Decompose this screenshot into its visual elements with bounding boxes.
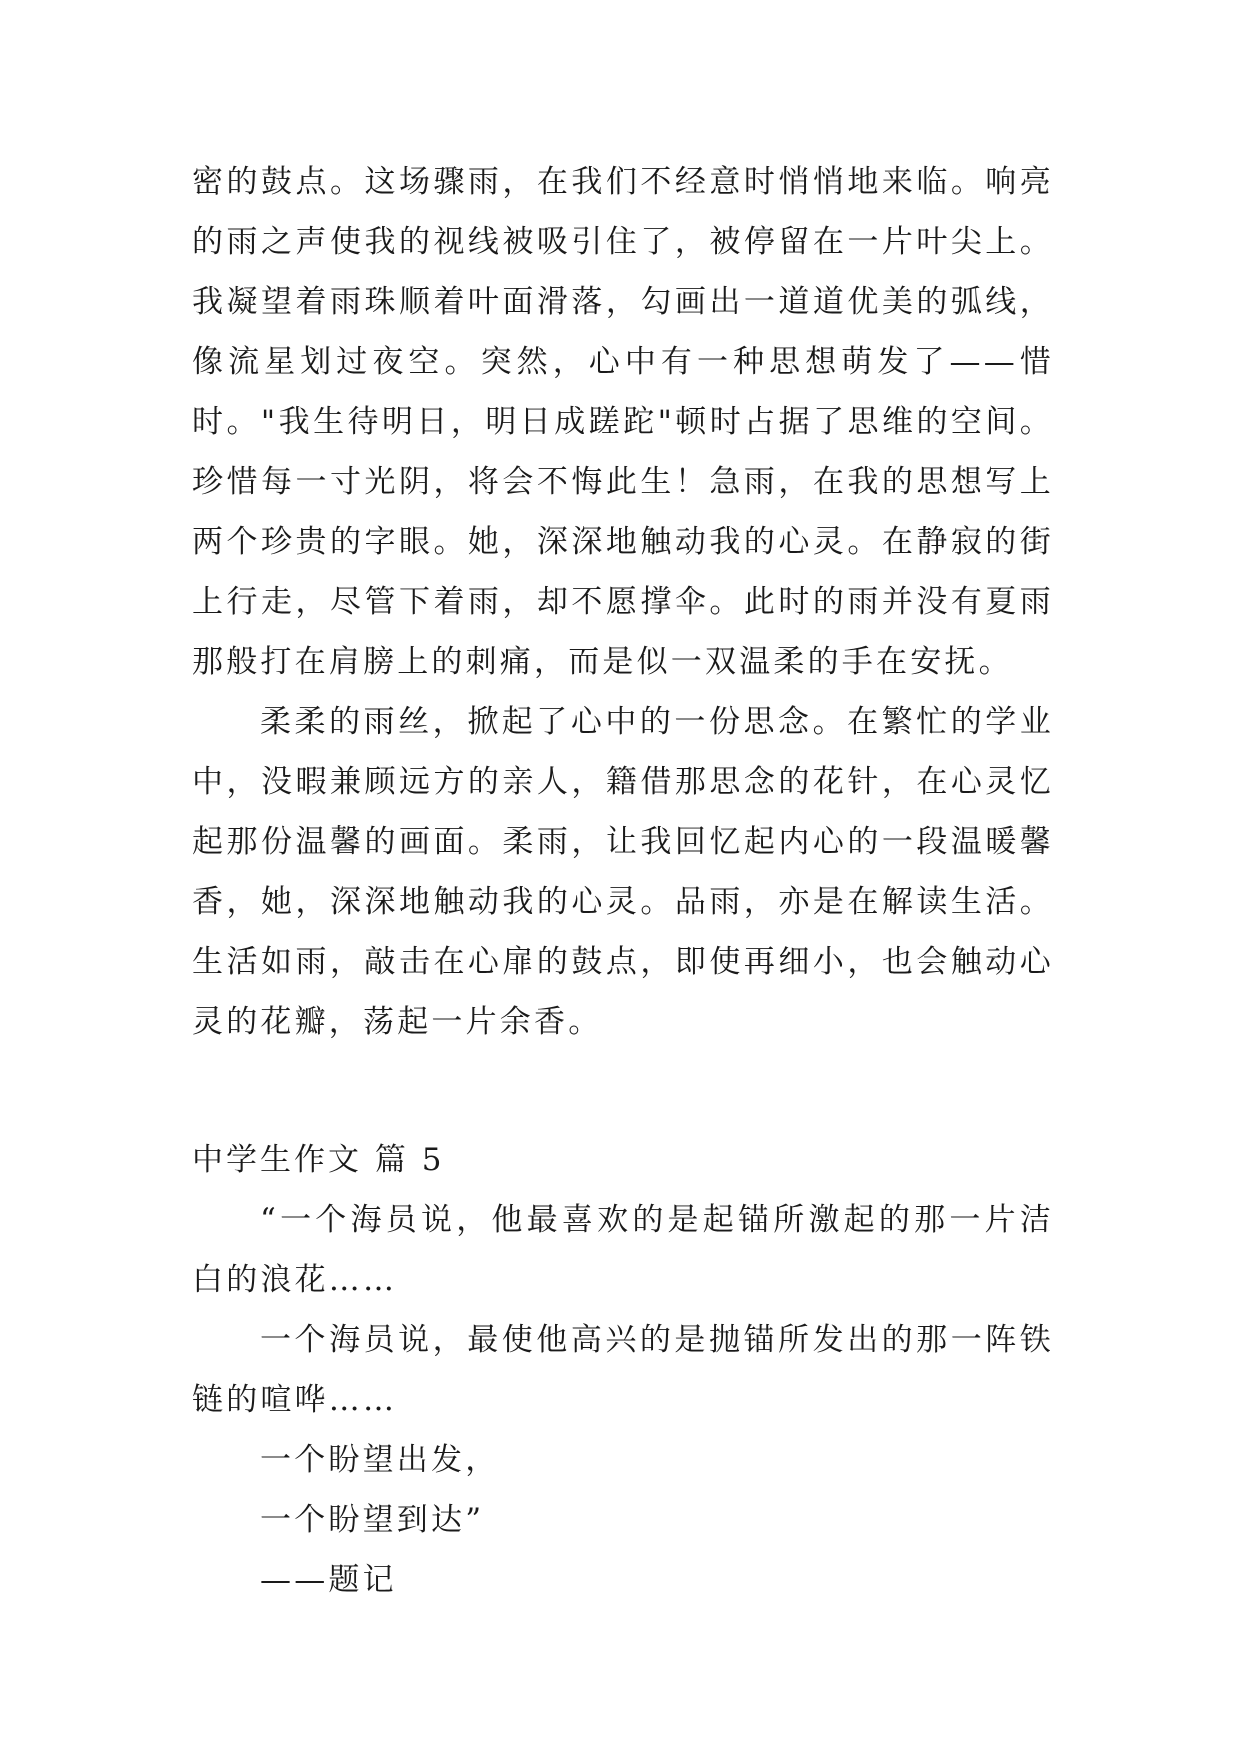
epigraph-attribution: ——题记 — [260, 1562, 397, 1598]
paragraph-sailor-2: 一个海员说，最使他高兴的是抛锚所发出的那一阵铁链的喧哗…… — [192, 1322, 1054, 1418]
document-page — [192, 152, 1054, 1610]
paragraph-gentle-rain: 柔柔的雨丝，掀起了心中的一份思念。在繁忙的学业中，没暇兼顾远方的亲人，籍借那思念的花针，在心灵忆起那份温馨的画面。柔雨，让我回忆起内心的一段温暖馨香，她，深深地触动我的心灵。品雨，亦是在解读生活。生活如雨，敲击在心扉的鼓点，即使再细小，也会触动心灵的花瓣，荡起一片余香。 — [192, 704, 1054, 1040]
paragraph-sailor-1: “一个海员说，他最喜欢的是起锚所激起的那一片洁白的浪花…… — [192, 1202, 1054, 1298]
poem-line-depart: 一个盼望出发， — [260, 1442, 500, 1478]
section-title: 中学生作文 篇 5 — [192, 1142, 445, 1178]
poem-line-arrive: 一个盼望到达” — [260, 1502, 485, 1538]
paragraph-rain-thoughts: 密的鼓点。这场骤雨，在我们不经意时悄悄地来临。响亮的雨之声使我的视线被吸引住了，被停留在一片叶尖上。我凝望着雨珠顺着叶面滑落，勾画出一道道优美的弧线，像流星划过夜空。突然，心中有一种思想萌发了——惜时。"我生待明日，明日成蹉跎"顿时占据了思维的空间。珍惜每一寸光阴，将会不悔此生！急雨，在我的思想写上两个珍贵的字眼。她，深深地触动我的心灵。在静寂的街上行走，尽管下着雨，却不愿撑伞。此时的雨并没有夏雨那般打在肩膀上的刺痛，而是似一双温柔的手在安抚。 — [192, 164, 1054, 680]
